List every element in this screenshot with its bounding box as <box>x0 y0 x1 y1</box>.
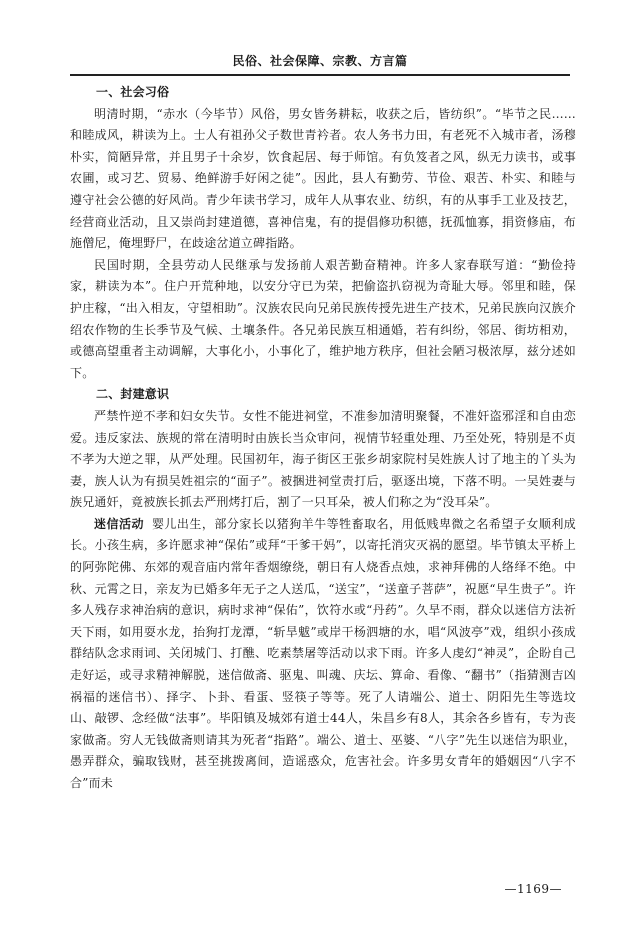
page-body <box>70 82 576 795</box>
header-rule <box>70 74 570 76</box>
body-paragraph: 明清时期，“赤水（今毕节）风俗，男女皆务耕耘，收获之后，皆纺织”。“毕节之民……和睦成风，耕读为上。士人有祖孙父子数世青衿者。农人务书力田，有老死不入城市者，汤穆朴实，简陋异常，并且男子十余岁，饮食起居、每于师馆。有负笈者之风，纵无力读书，或事农圃，或习艺、贸易、绝鲜游手好闲之徒”。因此，县人有勤劳、节俭、艰苦、朴实、和睦与遵守社会公德的好风尚。青少年读书学习，成年人从事农业、纺织，有的从事手工业及技艺，经营商业活动，且又崇尚封建道德，喜神信鬼，有的提倡修功积德，抚孤恤寡，捐资修庙，布施僧尼，俺埋野尸，在歧途岔道立碑指路。 <box>70 106 576 251</box>
body-paragraph <box>70 514 576 795</box>
body-paragraph: 民国时期，全县劳动人民继承与发扬前人艰苦勤奋精神。许多人家春联写道：“勤俭持家，耕读为本”。住户开荒种地，以安分守已为荣，把偷盗扒窃视为奇耻大辱。邻里和睦，保护庄稼，“出入相友，守望相助”。汉族农民向兄弟民族传授先进生产技术，兄弟民族向汉族介绍农作物的生长季节及气候、土壤条件。各兄弟民族互相通婚，若有纠纷，邻居、街坊相劝，或德高望重者主动调解，大事化小，小事化了，维护地方秩序，但社会陋习极浓厚，兹分述如下。 <box>70 257 576 380</box>
section-heading: 一、社会习俗 <box>96 85 170 99</box>
paragraph-text: 婴儿出生，部分家长以猪狗羊牛等牲畜取名，用低贱卑微之名希望子女顺利成长。小孩生病，多许愿求神“保佑”或拜“干爹干妈”，以寄托消灾灭祸的愿望。毕节镇太平桥上的阿弥陀佛、东郊的观音庙内常年香烟缭绕，朝日有人烧香点烛，求神拜佛的人络绎不绝。中秋、元霄之日，亲友为已婚多年无子之人送瓜，“送宝”，“送童子菩萨”，祝愿“早生贵子”。许多人残存求神治病的意识，病时求神“保佑”，饮符水或“丹药”。久旱不雨，群众以迷信方法祈天下雨，如用耍水龙，抬狗打龙潭，“斩旱魃”或岸干杨泗塘的水，唱“风波亭”戏，组织小孩成群结队念求雨词、关闭城门、打醮、吃素禁屠等活动以求下雨。许多人虔幻“神灵”，企盼自己走好运，或寻求精神解脱，迷信做斋、驱鬼、叫魂、庆坛、算命、看像、“翻书”（指猜测吉凶祸福的迷信书）、择字、卜卦、看蛋、竖筷子等等。死了人请端公、道士、阴阳先生等选坟山、敲锣、念经做“法事”。毕阳镇及城郊有道士44人，朱昌乡有8人，其余各乡皆有，专为丧家做斋。穷人无钱做斋则请其为死者“指路”。端公、道士、巫婆、“八字”先生以迷信为职业，愚弄群众，骗取钱财，甚至挑拨离间，造谣惑众，危害社会。许多男女青年的婚姻因“八字不合”而未 <box>70 516 576 790</box>
page-number: —1169— <box>504 882 562 896</box>
section-heading: 二、封建意识 <box>96 387 170 402</box>
paragraph-lead-label: 迷信活动 <box>94 516 144 531</box>
body-paragraph: 严禁忤逆不孝和妇女失节。女性不能进祠堂，不准参加清明聚餐，不准奸盗邪淫和自由恋爱。违反家法、族规的常在清明时由族长当众审问，视情节轻重处理、乃至处死，特别是不贞不孝为大逆之罪，从严处理。民国初年，海子街区王张乡胡家院村吴姓族人讨了地主的丫头为妻，族人认为有损吴姓祖宗的“面子”。被捆进祠堂责打后，驱逐出境，下落不明。一吴姓妻与族兄通奸，竟被族长抓去严刑烤打后，割了一只耳朵，被人们称之为“没耳朵”。 <box>70 408 576 510</box>
running-head: 民俗、社会保障、宗教、方言篇 <box>232 54 408 68</box>
